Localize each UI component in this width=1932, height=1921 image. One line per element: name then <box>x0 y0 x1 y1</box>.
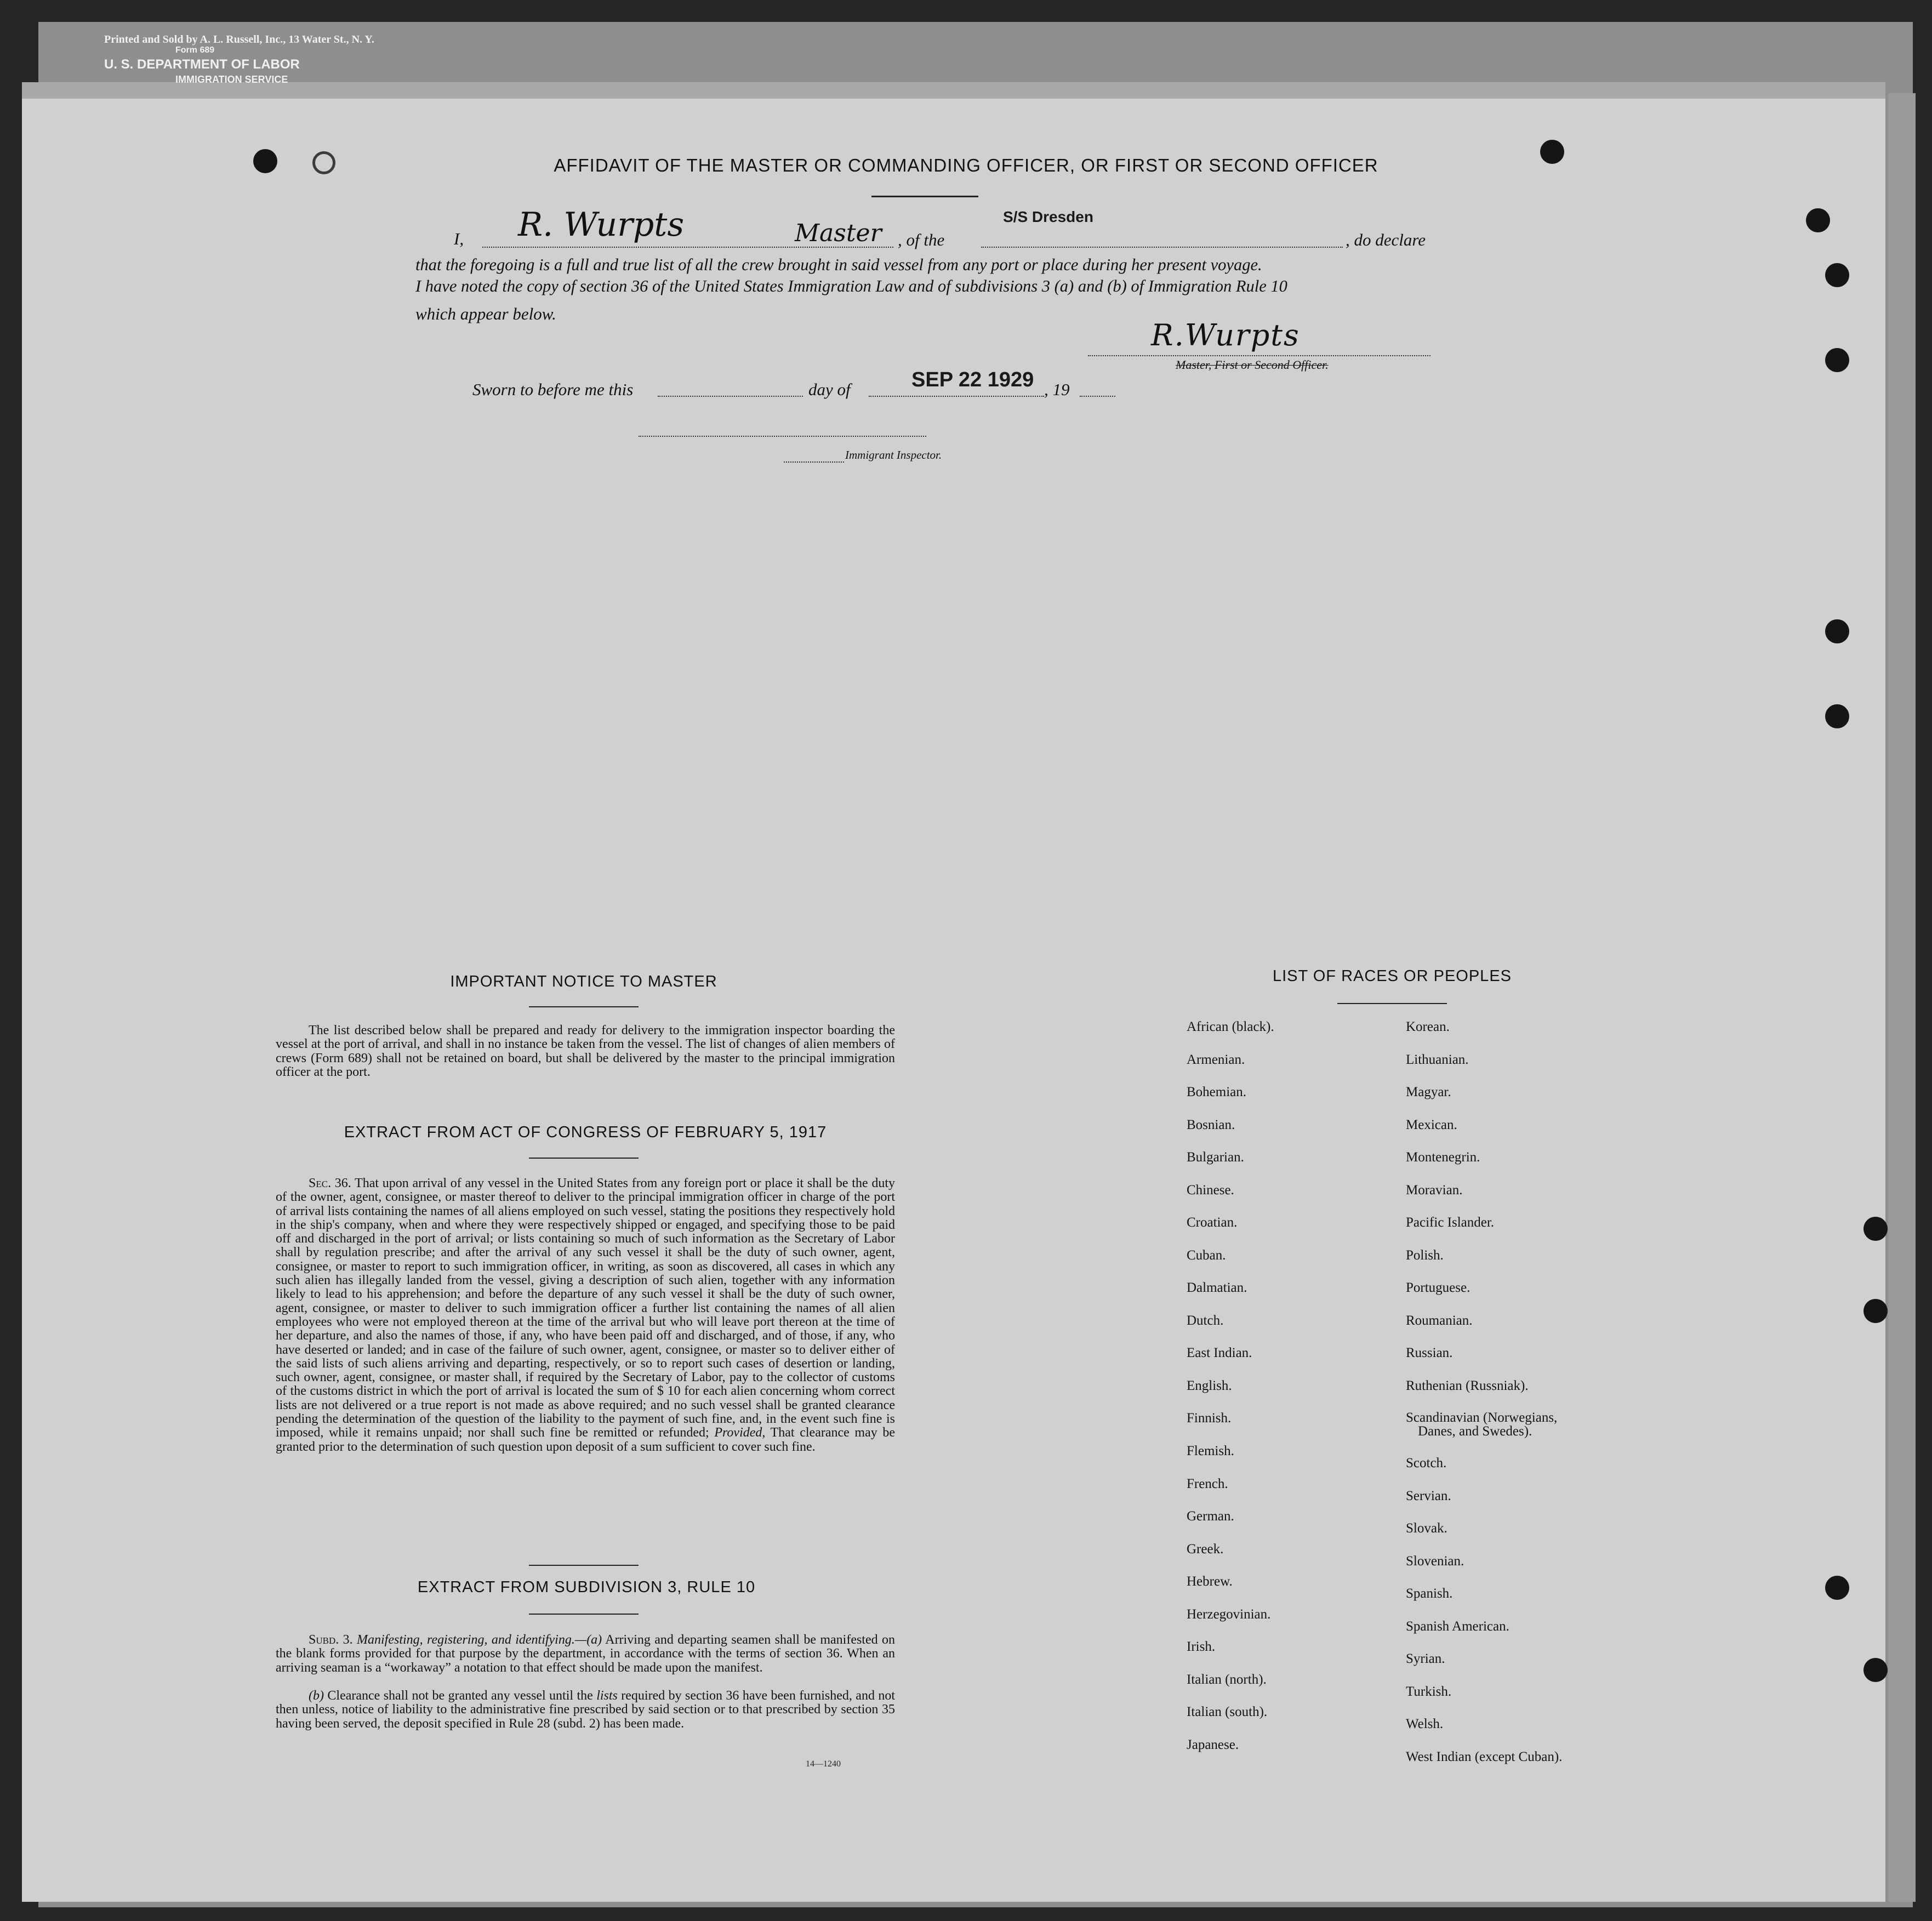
rule-b-label: (b) <box>309 1689 324 1703</box>
race-item: Slovenian. <box>1406 1553 1464 1569</box>
rule-subd-label: Subd. 3. <box>309 1633 353 1647</box>
race-item: Ruthenian (Russniak). <box>1406 1378 1529 1393</box>
race-item: Cuban. <box>1187 1247 1226 1263</box>
punch-hole-icon <box>1863 1217 1888 1241</box>
printer-line: Printed and Sold by A. L. Russell, Inc., 13 Water St., N. Y. <box>104 33 374 45</box>
race-item: Scandinavian (Norwegians, <box>1406 1410 1558 1425</box>
race-item: Japanese. <box>1187 1737 1239 1752</box>
form-number: 14—1240 <box>806 1759 841 1769</box>
inspector-caption: Immigrant Inspector. <box>845 448 942 461</box>
header-stamp <box>104 34 374 84</box>
notice-text <box>276 1024 895 1079</box>
department-line: U. S. DEPARTMENT OF LABOR <box>104 57 300 72</box>
affidavit-title: AFFIDAVIT OF THE MASTER OR COMMANDING OFFICER, OR FIRST OR SECOND OFFICER <box>554 155 1378 175</box>
act-body: That upon arrival of any vessel in the United States from any foreign port or place it shall be the duty of the owner, agent, consignee, or master thereof to deliver to the principal immigration officer in charge of the port of arrival lists containing the names of all aliens employed on such vessel, stating the positions they respectively hold in the ship's company, when and where they were respectively shipped or engaged, and specifying those to be paid off and discharged in the port of arrival; or lists containing so much of such information as the Secretary of Labor shall by regulation prescribe; and after the arrival of any such vessel it shall be the duty of such owner, agent, consignee, or master to report to such immigration officer, in writing, as soon as discovered, all cases in which any such alien has illegally landed from the vessel, giving a description of such alien, together with any information likely to lead to his apprehension; and before the departure of any such vessel it shall be the duty of such owner, agent, consignee, or master to deliver to such immigration officer a further list containing the names of all alien employees who were not employed thereon at the time of the arrival but who will leave port thereon at the time of her departure, and also the names of those, if any, who have been paid off and discharged, and of those, if any, who have deserted or landed; and in case of the failure of such owner, agent, consignee, or master so to deliver either of the said lists of such aliens arriving and departing, respectively, or so to report such cases of desertion or landing, such owner, agent, consignee, or master shall, if required by the Secretary of Labor, pay to the collector of customs of the customs district in which the port of arrival is located the sum of $ 10 for each alien concerning whom correct lists are not delivered or a true report is not made as above required; and no such vessel shall be granted clearance pending the determination of the question of the liability to the payment of such fine, and, in the event such fine is imposed, while it remains unpaid; nor shall such fine be remitted or refunded; <box>276 1176 895 1440</box>
race-item: Italian (north). <box>1187 1672 1267 1687</box>
notice-rule <box>529 1006 639 1007</box>
act-end-rule <box>529 1565 639 1566</box>
punch-hole-icon <box>1825 704 1849 728</box>
race-item: West Indian (except Cuban). <box>1406 1749 1563 1764</box>
year-label: , 19 <box>1044 380 1070 399</box>
notice-heading: IMPORTANT NOTICE TO MASTER <box>450 973 717 990</box>
vessel-name: S/S Dresden <box>1003 208 1093 225</box>
race-item: Croatian. <box>1187 1215 1238 1230</box>
race-item: Italian (south). <box>1187 1705 1268 1719</box>
rule-text-a <box>276 1633 895 1675</box>
rule-text-b <box>276 1689 895 1731</box>
race-item: Dutch. <box>1187 1313 1224 1328</box>
act-rule <box>529 1158 639 1159</box>
affidavit-body-line-1: that the foregoing is a full and true list of all the crew brought in said vessel from any port or place during her present voyage. <box>415 255 1262 274</box>
act-text <box>276 1177 895 1454</box>
race-item: Magyar. <box>1406 1085 1451 1099</box>
race-item: Flemish. <box>1187 1444 1234 1458</box>
page-edge <box>1888 93 1916 1902</box>
act-body-end: That clearance may be granted prior to the determination of such question upon deposit of a sum sufficient to cover such fine. <box>276 1426 896 1454</box>
form-number-stamp: Form 689 <box>175 45 215 55</box>
race-item-two-line <box>1406 1411 1562 1456</box>
race-item: Slovak. <box>1406 1521 1447 1536</box>
title-rule <box>871 196 978 197</box>
race-item: Spanish. <box>1406 1586 1453 1601</box>
year-line <box>1080 396 1115 397</box>
notice-text-body: The list described below shall be prepared and ready for delivery to the immigration inspector boarding the vessel at the port of arrival, and shall in no instance be taken from the vessel. The list of changes of alien members of crews (Form 689) shall not be retained on board, but shall be delivered by the master to the principal immigration officer at the port. <box>276 1023 895 1079</box>
race-item: Spanish American. <box>1406 1618 1509 1634</box>
races-right-column <box>1406 1019 1562 1782</box>
race-item: English. <box>1187 1378 1232 1393</box>
act-provided: Provided, <box>714 1426 766 1440</box>
rule-lists-word: lists <box>596 1689 618 1703</box>
race-item: Dalmatian. <box>1187 1280 1247 1295</box>
rule-text-a-body: Arriving and departing seamen shall be manifested on the blank forms provided for that purpose by the department, in accordance with the terms of section 36. When an arriving seaman is a “workaway” a notation to that effect should be made upon the manifest. <box>276 1633 896 1675</box>
race-item: Hebrew. <box>1187 1574 1233 1589</box>
race-item: Lithuanian. <box>1406 1052 1469 1067</box>
affidavit-body-line-2: I have noted the copy of section 36 of the United States Immigration Law and of subdivisions 3 (a) and (b) of Immigration Rule 10 <box>415 277 1287 295</box>
master-name: R. Wurpts <box>518 206 685 244</box>
i-label: I, <box>454 229 464 248</box>
punch-hole-icon <box>1863 1658 1888 1682</box>
race-item: Bohemian. <box>1187 1085 1247 1099</box>
race-item: Portuguese. <box>1406 1280 1471 1295</box>
race-item: Turkish. <box>1406 1684 1452 1699</box>
master-rank: Master <box>795 219 882 247</box>
race-item: Bosnian. <box>1187 1117 1235 1132</box>
rule-heading-rule <box>529 1614 639 1615</box>
races-left-column <box>1187 1019 1274 1770</box>
race-item: African (black). <box>1187 1019 1274 1034</box>
act-heading: EXTRACT FROM ACT OF CONGRESS OF FEBRUARY 5, 1917 <box>344 1124 827 1141</box>
vessel-line <box>981 247 1343 248</box>
race-item: French. <box>1187 1476 1228 1491</box>
rule-heading: EXTRACT FROM SUBDIVISION 3, RULE 10 <box>417 1578 756 1596</box>
inspector-signature-line <box>639 436 926 437</box>
rule-text-b1: Clearance shall not be granted any vessel until the <box>327 1689 593 1703</box>
race-item: Pacific Islander. <box>1406 1215 1495 1230</box>
do-declare-label: , do declare <box>1346 230 1426 249</box>
race-item: Greek. <box>1187 1541 1224 1557</box>
signature-line <box>1088 355 1431 356</box>
punch-hole-icon <box>1825 263 1849 287</box>
race-item: Finnish. <box>1187 1411 1232 1426</box>
master-signature: R.Wurpts <box>1151 318 1300 352</box>
races-rule <box>1337 1003 1447 1004</box>
race-item: Moravian. <box>1406 1182 1463 1198</box>
punch-hole-icon <box>1863 1299 1888 1323</box>
race-item: East Indian. <box>1187 1346 1252 1360</box>
sworn-label: Sworn to before me this <box>472 380 634 399</box>
signature-caption: Master, First or Second Officer. <box>1176 358 1329 372</box>
inspector-caption-line <box>784 461 844 463</box>
sworn-month-line <box>869 396 1044 397</box>
race-item: Russian. <box>1406 1346 1453 1360</box>
act-sec-label: Sec. 36. <box>309 1176 351 1190</box>
sworn-date-stamp: SEP 22 1929 <box>911 368 1034 391</box>
race-item: Armenian. <box>1187 1052 1245 1067</box>
rule-text-b2: required by section 36 have been furnished, and not then unless, notice of liability to the administrative fine prescribed by said section or to that prescribed by section 35 having been served, the deposit specified in Rule 28 (subd. 2) has been made. <box>276 1689 896 1731</box>
race-item: Chinese. <box>1187 1182 1234 1198</box>
punch-hole-icon <box>1825 348 1849 372</box>
race-item: Roumanian. <box>1406 1313 1473 1328</box>
race-item: Danes, and Swedes). <box>1418 1424 1532 1439</box>
of-the-label: , of the <box>898 230 945 249</box>
race-item: Mexican. <box>1406 1117 1457 1132</box>
punch-hole-icon <box>1825 1576 1849 1600</box>
race-item: Korean. <box>1406 1019 1450 1034</box>
race-item: Syrian. <box>1406 1651 1445 1666</box>
service-line: IMMIGRATION SERVICE <box>175 74 288 85</box>
race-item: Bulgarian. <box>1187 1150 1244 1165</box>
race-item: Welsh. <box>1406 1717 1444 1731</box>
punch-hole-icon <box>1806 208 1830 232</box>
races-heading: LIST OF RACES OR PEOPLES <box>1272 967 1512 985</box>
race-item: Irish. <box>1187 1639 1216 1654</box>
race-item: Servian. <box>1406 1488 1451 1503</box>
race-item: Herzegovinian. <box>1187 1606 1271 1622</box>
sworn-day-line <box>658 396 803 397</box>
race-item: Montenegrin. <box>1406 1150 1480 1165</box>
rule-subd-title: Manifesting, registering, and identifying.—(a) <box>357 1633 602 1647</box>
punch-hole-icon <box>1825 619 1849 643</box>
race-item: Polish. <box>1406 1247 1444 1263</box>
race-item: German. <box>1187 1509 1234 1524</box>
race-item: Scotch. <box>1406 1456 1447 1470</box>
affidavit-body-line-3: which appear below. <box>415 304 556 323</box>
day-of-label: day of <box>808 380 851 399</box>
